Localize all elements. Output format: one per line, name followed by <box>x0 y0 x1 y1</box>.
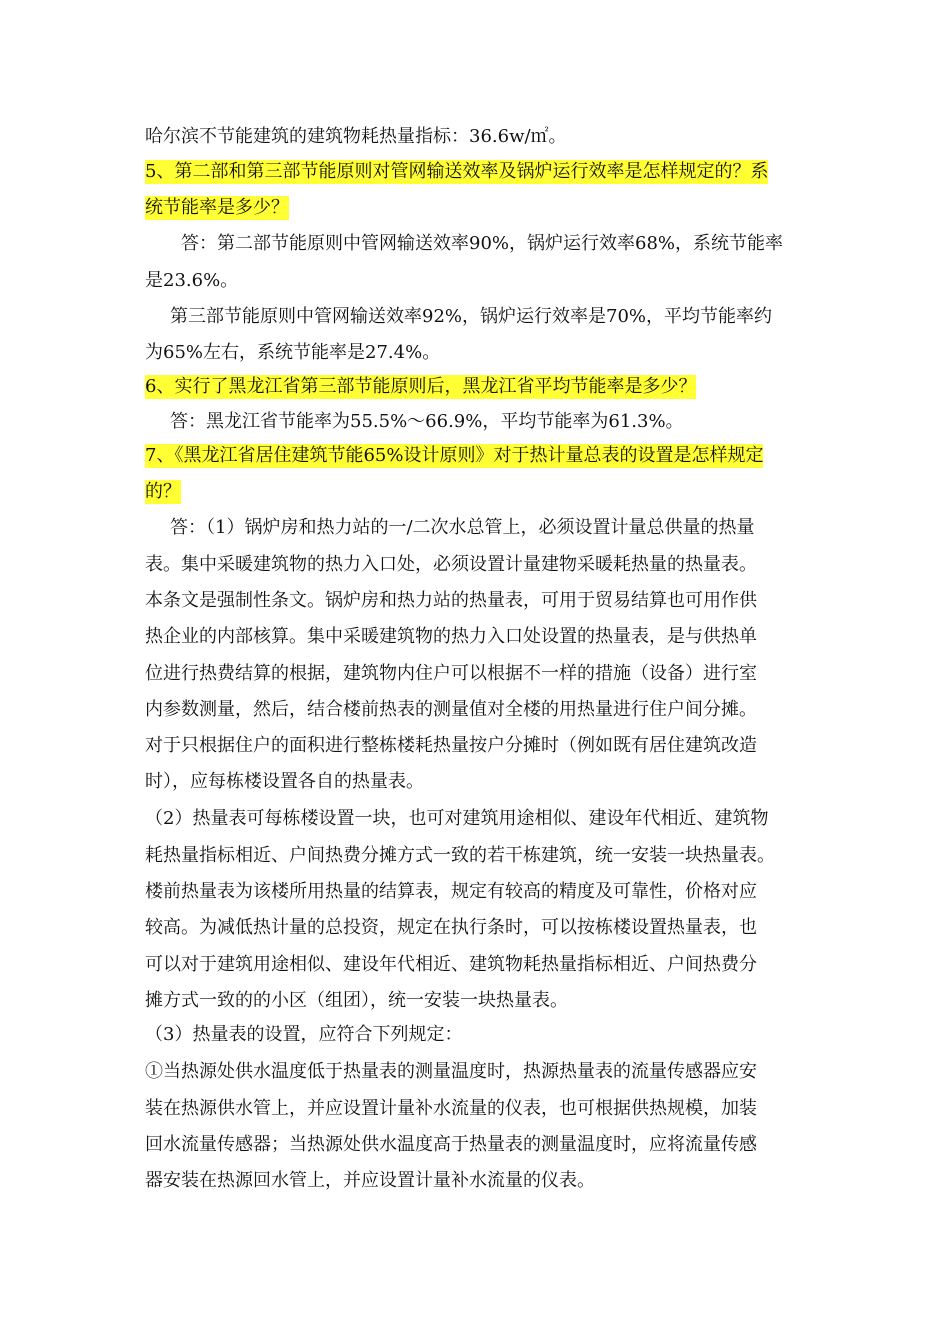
line-text: 表。集中采暖建筑物的热力入口处，必须设置计量建物采暖耗热量的热量表。 <box>145 554 757 575</box>
text-line <box>0 1059 950 1085</box>
highlighted-question-text: 的？ <box>145 481 181 502</box>
line-text: 答：（1）锅炉房和热力站的一/二次水总管上，必须设置计量总供量的热量 <box>170 517 755 538</box>
text-line <box>0 1096 950 1122</box>
line-text: 可以对于建筑用途相似、建设年代相近、建筑物耗热量指标相近、户间热费分 <box>145 954 757 975</box>
text-line <box>0 661 950 687</box>
text-line <box>0 915 950 941</box>
text-line <box>0 769 950 795</box>
highlighted-question-text: 7、《黑龙江省居住建筑节能65%设计原则》对于热计量总表的设置是怎样规定 <box>145 445 764 466</box>
text-line <box>0 340 950 366</box>
text-line <box>0 843 950 869</box>
text-line <box>0 879 950 905</box>
text-line <box>0 806 950 832</box>
line-text: 耗热量指标相近、户间热费分摊方式一致的若干栋建筑，统一安装一块热量表。 <box>145 845 775 866</box>
answer-line <box>0 304 950 330</box>
line-text: 本条文是强制性条文。锅炉房和热力站的热量表，可用于贸易结算也可用作供 <box>145 590 757 611</box>
line-text: 位进行热费结算的根据，建筑物内住户可以根据不一样的措施（设备）进行室 <box>145 663 757 684</box>
highlighted-question-text: 6、实行了黑龙江省第三部节能原则后，黑龙江省平均节能率是多少？ <box>145 376 697 397</box>
line-text: 楼前热量表为该楼所用热量的结算表，规定有较高的精度及可靠性，价格对应 <box>145 881 757 902</box>
line-text: 回水流量传感器；当热源处供水温度高于热量表的测量温度时，应将流量传感 <box>145 1134 757 1155</box>
question-line <box>0 479 950 505</box>
highlighted-question-text: 5、第二部和第三部节能原则对管网输送效率及锅炉运行效率是怎样规定的？系 <box>145 161 769 182</box>
text-line <box>0 588 950 614</box>
line-text: 装在热源供水管上，并应设置计量补水流量的仪表，也可根据供热规模，加装 <box>145 1098 757 1119</box>
line-text: ①当热源处供水温度低于热量表的测量温度时，热源热量表的流量传感器应安 <box>145 1061 757 1082</box>
question-line <box>0 195 950 221</box>
text-line <box>0 624 950 650</box>
highlighted-question-text: 统节能率是多少？ <box>145 197 289 218</box>
text-line <box>0 697 950 723</box>
line-text: 时），应每栋楼设置各自的热量表。 <box>145 771 424 792</box>
question-line <box>0 374 950 400</box>
text-line <box>0 268 950 294</box>
line-text: 哈尔滨不节能建筑的建筑物耗热量指标：36.6w/㎡。 <box>145 126 567 147</box>
line-text: （2）热量表可每栋楼设置一块，也可对建筑用途相似、建设年代相近、建筑物 <box>145 808 769 829</box>
line-text: 内参数测量，然后，结合楼前热表的测量值对全楼的用热量进行住户间分摊。 <box>145 699 757 720</box>
line-text: 摊方式一致的的小区（组团），统一安装一块热量表。 <box>145 990 568 1011</box>
answer-line <box>0 231 950 257</box>
line-text: 答：黑龙江省节能率为55.5%～66.9%，平均节能率为61.3%。 <box>170 411 684 432</box>
line-text: 器安装在热源回水管上，并应设置计量补水流量的仪表。 <box>145 1170 595 1191</box>
question-line <box>0 443 950 469</box>
question-line <box>0 159 950 185</box>
answer-line <box>0 515 950 541</box>
line-text: 第三部节能原则中管网输送效率92%，锅炉运行效率是70%，平均节能率约 <box>170 306 773 327</box>
text-line <box>0 1168 950 1194</box>
line-text: 是23.6%。 <box>145 270 239 291</box>
line-text: 对于只根据住户的面积进行整栋楼耗热量按户分摊时（例如既有居住建筑改造 <box>145 735 757 756</box>
text-line <box>0 1022 950 1048</box>
line-text: （3）热量表的设置，应符合下列规定： <box>145 1024 463 1045</box>
text-line <box>0 124 950 150</box>
text-line <box>0 733 950 759</box>
text-line <box>0 1132 950 1158</box>
answer-line <box>0 409 950 435</box>
text-line <box>0 988 950 1014</box>
line-text: 答：第二部节能原则中管网输送效率90%，锅炉运行效率68%，系统节能率 <box>181 233 784 254</box>
text-line <box>0 952 950 978</box>
text-line <box>0 552 950 578</box>
line-text: 热企业的内部核算。集中采暖建筑物的热力入口处设置的热量表，是与供热单 <box>145 626 757 647</box>
line-text: 较高。为减低热计量的总投资，规定在执行条时，可以按栋楼设置热量表，也 <box>145 917 757 938</box>
line-text: 为65%左右，系统节能率是27.4%。 <box>145 342 441 363</box>
